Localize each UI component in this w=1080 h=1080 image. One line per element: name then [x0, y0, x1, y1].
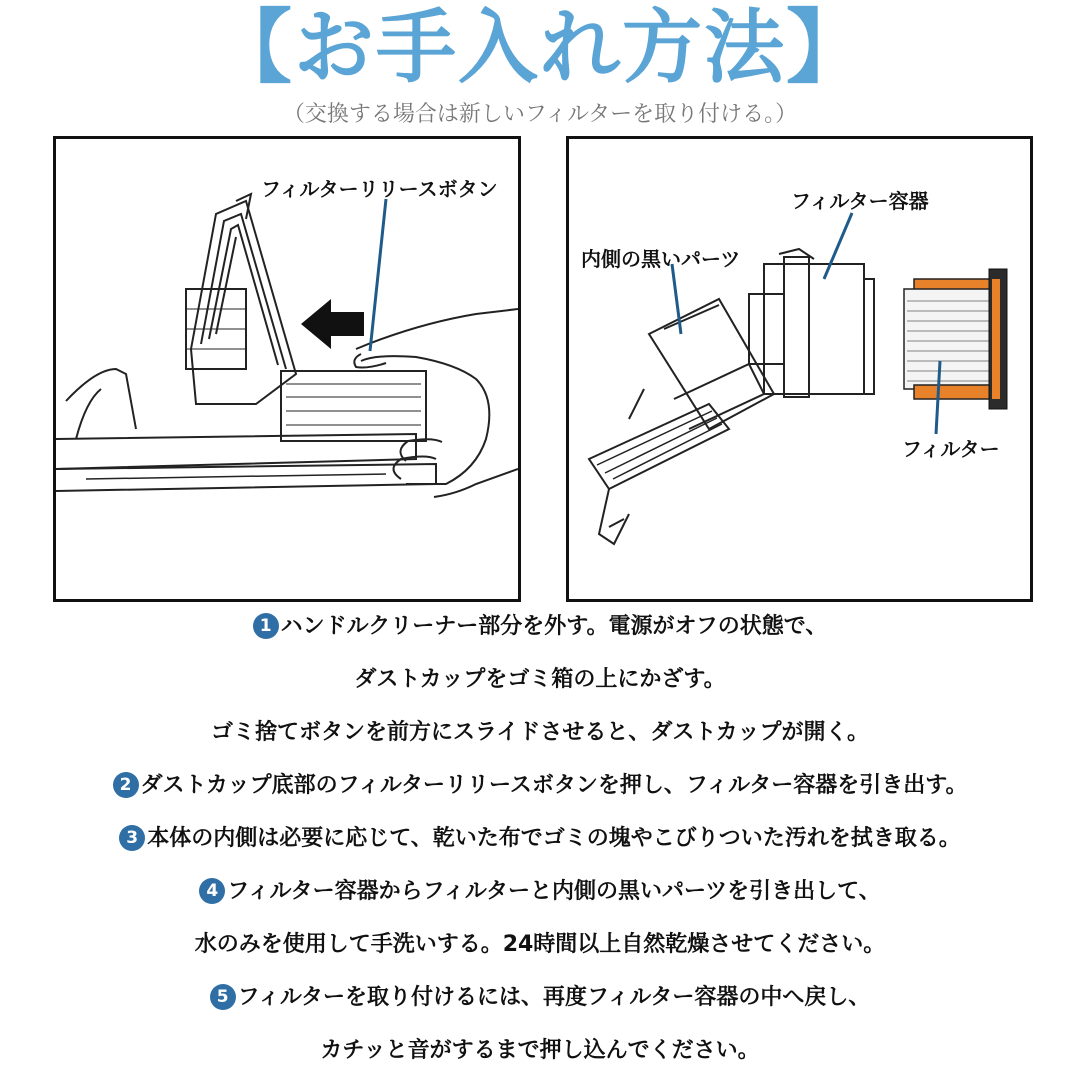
- step-4-line-2: [0, 928, 1080, 962]
- step-1-line-3: [0, 716, 1080, 750]
- callout-filter: フィルター: [902, 437, 1000, 461]
- step-text: ダストカップ底部のフィルターリリースボタンを押し、フィルター容器を引き出す。: [140, 773, 968, 798]
- step-text: ゴミ捨てボタンを前方にスライドさせると、ダストカップが開く。: [210, 720, 870, 745]
- step-text: 本体の内側は必要に応じて、乾いた布でゴミの塊やこびりついた汚れを拭き取る。: [147, 826, 961, 851]
- step-5-line-1: [0, 981, 1080, 1015]
- step-text: フィルター容器からフィルターと内側の黒いパーツを引き出して、: [227, 879, 881, 904]
- step-text: ハンドルクリーナー部分を外す。電源がオフの状態で、: [280, 614, 828, 639]
- callout-black-part: 内側の黒いパーツ: [581, 247, 741, 271]
- step-1-line-2: [0, 663, 1080, 697]
- page-title: 【お手入れ方法】: [212, 1, 868, 94]
- step-number-badge: 3: [119, 825, 145, 851]
- step-4-line-1: [0, 875, 1080, 909]
- vacuum-handle-illustration: [56, 139, 518, 599]
- step-5-line-2: [0, 1034, 1080, 1068]
- callout-line: [824, 213, 852, 279]
- callout-release-button: フィルターリリースボタン: [261, 177, 498, 201]
- step-number-badge: 5: [210, 984, 236, 1010]
- step-3-line-1: [0, 822, 1080, 856]
- callout-line: [370, 199, 386, 351]
- step-number-badge: 2: [113, 772, 139, 798]
- illustration-filter-parts: [566, 136, 1033, 602]
- filter-cartridge: [904, 269, 1007, 409]
- step-text: ダストカップをゴミ箱の上にかざす。: [354, 667, 726, 692]
- step-2-line-1: [0, 769, 1080, 803]
- illustration-release-button: [53, 136, 521, 602]
- step-text: フィルターを取り付けるには、再度フィルター容器の中へ戻し、: [237, 985, 871, 1010]
- step-1-line-1: [0, 610, 1080, 644]
- step-number-badge: 4: [199, 878, 225, 904]
- callout-filter-container: フィルター容器: [791, 189, 929, 213]
- step-number-badge: 1: [253, 613, 279, 639]
- step-text: カチッと音がするまで押し込んでください。: [320, 1038, 760, 1063]
- page-subtitle: （交換する場合は新しいフィルターを取り付ける。）: [282, 102, 798, 127]
- step-text: 水のみを使用して手洗いする。24時間以上自然乾燥させてください。: [194, 932, 886, 957]
